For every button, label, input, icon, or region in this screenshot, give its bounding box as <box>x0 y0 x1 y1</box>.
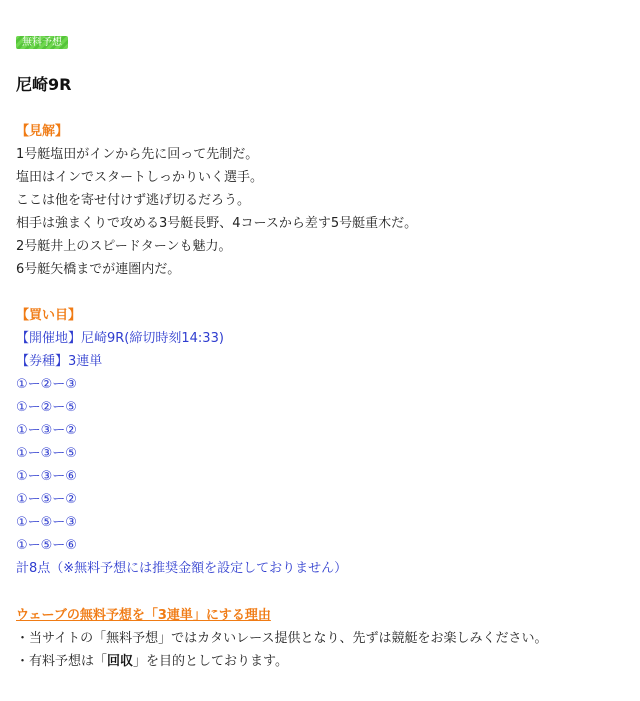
bet-combination: ①ー⑤ー⑥ <box>16 538 77 553</box>
analysis-heading: 【見解】 <box>16 124 69 139</box>
reason-line-prefix: ・有料予想は「 <box>16 654 108 669</box>
free-prediction-badge: 無料予想 <box>16 36 68 49</box>
bet-combination: ①ー③ー② <box>16 423 77 438</box>
bet-combination: ①ー②ー③ <box>16 377 77 392</box>
bet-combination: ①ー②ー⑤ <box>16 400 77 415</box>
reason-heading: ウェーブの無料予想を「3連単」にする理由 <box>16 608 271 623</box>
analysis-line: 6号艇矢橋までが連圏内だ。 <box>16 262 181 277</box>
reason-emphasis: 回収 <box>107 654 134 669</box>
analysis-section <box>16 120 624 281</box>
bets-section <box>16 304 624 580</box>
analysis-line: 相手は強まくりで攻める3号艇長野、4コースから差す5号艇重木だ。 <box>16 216 418 231</box>
bet-combination: ①ー⑤ー② <box>16 492 77 507</box>
analysis-line: 塩田はインでスタートしっかりいく選手。 <box>16 170 264 185</box>
venue-info: 【開催地】尼崎9R(締切時刻14:33) <box>16 331 224 346</box>
bets-heading: 【買い目】 <box>16 308 82 323</box>
bet-combination: ①ー③ー⑤ <box>16 446 77 461</box>
reason-line <box>16 650 624 673</box>
reason-line-suffix: 」を目的としております。 <box>133 654 288 669</box>
reason-line: ・当サイトの「無料予想」ではカタいレース提供となり、先ずは競艇をお楽しみください。 <box>16 631 548 646</box>
bet-combination: ①ー⑤ー③ <box>16 515 77 530</box>
race-title: 尼崎9R <box>16 75 72 94</box>
analysis-line: 1号艇塩田がインから先に回って先制だ。 <box>16 147 259 162</box>
reason-section <box>16 604 624 673</box>
analysis-line: ここは他を寄せ付けず逃げ切るだろう。 <box>16 193 251 208</box>
ticket-type: 【券種】3連単 <box>16 354 103 369</box>
bet-combination: ①ー③ー⑥ <box>16 469 77 484</box>
analysis-line: 2号艇井上のスピードターンも魅力。 <box>16 239 232 254</box>
bet-total: 計8点（※無料予想には推奨金額を設定しておりません） <box>16 561 348 576</box>
